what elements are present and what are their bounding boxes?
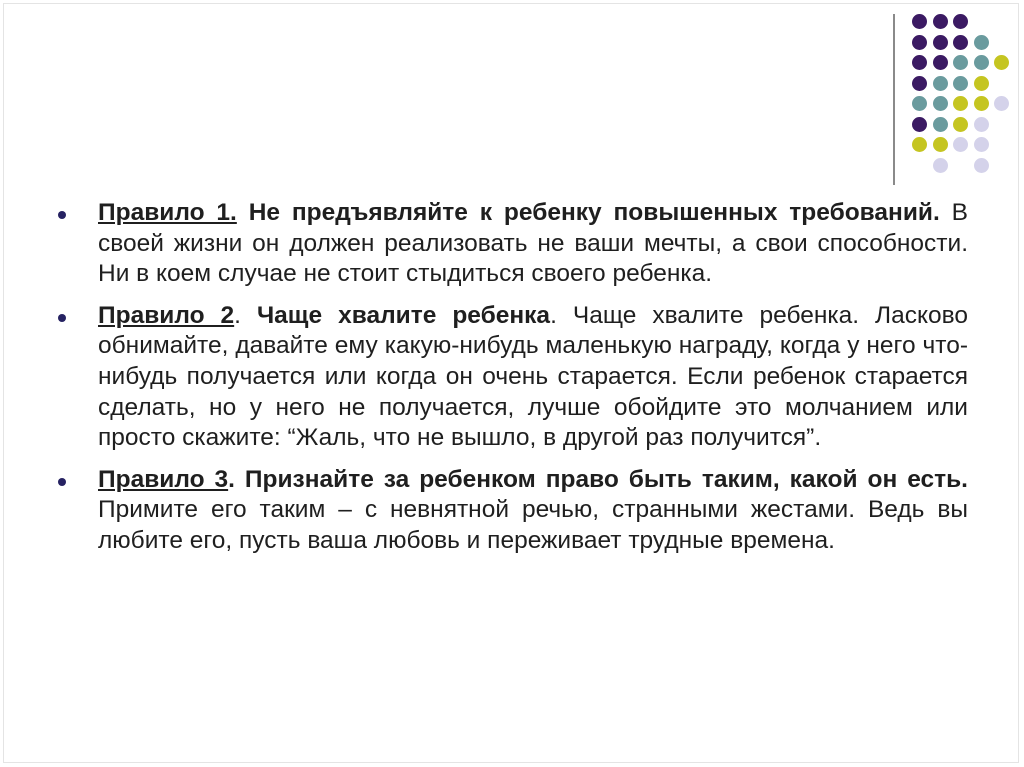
rule-heading: Чаще хвалите ребенка [256, 301, 551, 329]
decor-dot [953, 55, 968, 70]
decor-dot [974, 96, 989, 111]
bullet-icon [58, 211, 66, 219]
decor-dot [933, 158, 948, 173]
decor-dot [933, 96, 948, 111]
rule-heading: Не предъявляйте к ребенку повышенных требований. [236, 199, 940, 226]
decor-dot [912, 137, 927, 152]
rule-title: Правило 2 [98, 301, 235, 329]
decor-dot [974, 76, 989, 91]
rule-title: Правило 3 [98, 465, 229, 493]
decor-dot [953, 14, 968, 29]
decor-dot [953, 137, 968, 152]
decor-dot [994, 55, 1009, 70]
decor-dot [953, 96, 968, 111]
decor-dot [994, 96, 1009, 111]
rule-heading: . Признайте за ребенком право быть таким, какой он есть. [228, 465, 968, 493]
decor-dot [974, 158, 989, 173]
decor-dot [912, 35, 927, 50]
rule-text: . Чаще хвалите ребенка. Ласково обнимайте, давайте ему какую-нибудь маленькую награду, когда у него что-нибудь получается или когда он очень старается. Если ребенок старается сделать, но у него не получается, лучше обойдите это молчанием или просто скажите: “Жаль, что не вышло, в другой раз получится”. [98, 301, 968, 452]
rule-item [58, 465, 968, 557]
decor-dot [933, 35, 948, 50]
divider-line [893, 14, 895, 185]
rule-item [58, 301, 968, 454]
decor-dot [974, 117, 989, 132]
decor-dot [933, 117, 948, 132]
decor-dot [974, 35, 989, 50]
decor-dot [974, 55, 989, 70]
bullet-icon [58, 314, 66, 322]
decor-dot [953, 76, 968, 91]
decor-dot [912, 76, 927, 91]
decor-dot [933, 137, 948, 152]
decor-dot [933, 14, 948, 29]
rules-list [58, 198, 968, 568]
rule-text: В своей жизни он должен реализовать не ваши мечты, а свои способности. Ни в коем случае не стоит стыдиться своего ребенка. [98, 199, 968, 288]
decor-dot [974, 137, 989, 152]
bullet-icon [58, 478, 66, 486]
rule-title: Правило 1. [98, 199, 237, 226]
decor-dot [933, 76, 948, 91]
decor-dot [912, 55, 927, 70]
rule-text: Примите его таким – с невнятной речью, странными жестами. Ведь вы любите его, пусть ваша любовь и переживает трудные времена. [98, 496, 968, 554]
decor-dot [953, 35, 968, 50]
rule-item [58, 198, 968, 290]
decor-dot [912, 117, 927, 132]
decor-dot [953, 117, 968, 132]
decor-dot [933, 55, 948, 70]
decor-dot [912, 14, 927, 29]
rule-separator: . [234, 301, 257, 329]
decor-dot [912, 96, 927, 111]
